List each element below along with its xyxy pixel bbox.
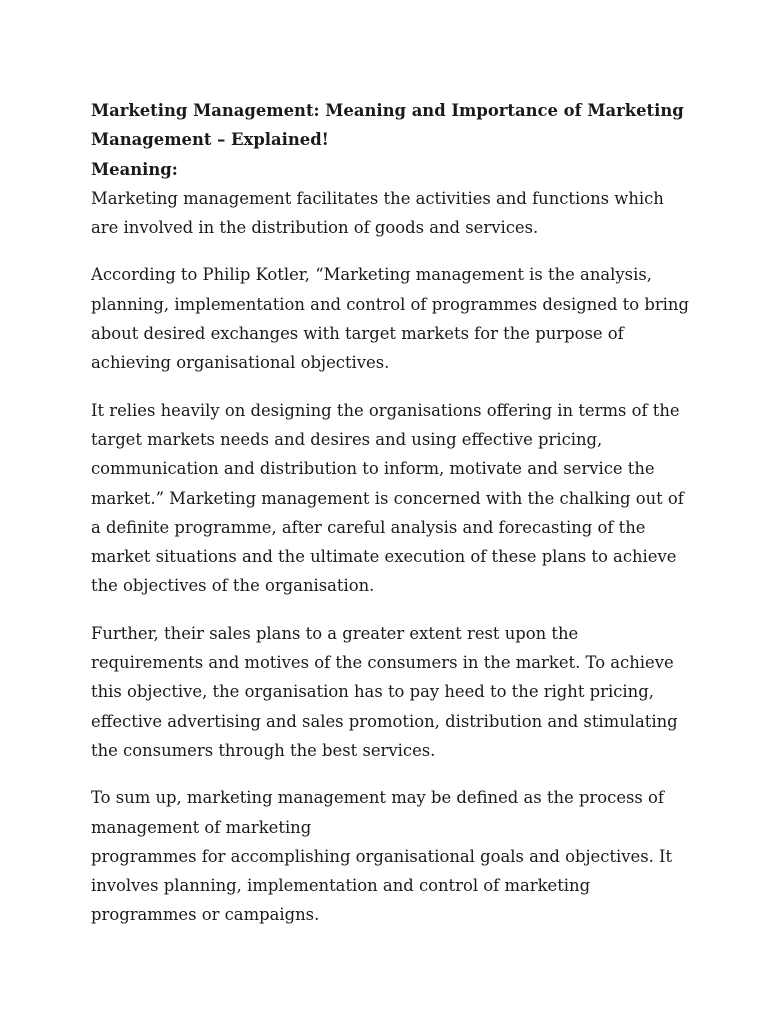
document-title: Marketing Management: Meaning and Importance of Marketing Management – Explained!: [91, 101, 684, 150]
paragraph-3: It relies heavily on designing the organisations offering in terms of the target markets needs and desires and using effective pricing, communication and distribution to inform, motivate and service the market.” Marketing management is concerned with the chalking out of a definite programme, after careful analysis and forecasting of the market situations and the ultimate execution of these plans to achieve the objectives of the organisation.: [91, 400, 684, 596]
document-body: [91, 96, 691, 948]
paragraph-5: [91, 783, 691, 929]
paragraph-4: Further, their sales plans to a greater extent rest upon the requirements and motives of the consumers in the market. To achieve this objective, the organisation has to pay heed to the right pricing, effective advertising and sales promotion, distribution and stimulating the consumers through the best services.: [91, 623, 678, 760]
paragraph-5-part-2: programmes for accomplishing organisational goals and objectives. It involves planning, implementation and control of marketing programmes or campaigns.: [91, 846, 673, 925]
paragraph-1: Marketing management facilitates the activities and functions which are involved in the distribution of goods and services.: [91, 188, 664, 238]
paragraph-2: According to Philip Kotler, “Marketing management is the analysis, planning, implementation and control of programmes designed to bring about desired exchanges with target markets for the purpose of achieving organisational objectives.: [91, 265, 689, 373]
section-heading: Meaning:: [91, 159, 178, 179]
paragraph-5-part-1: To sum up, marketing management may be defined as the process of management of marketing: [91, 788, 664, 837]
